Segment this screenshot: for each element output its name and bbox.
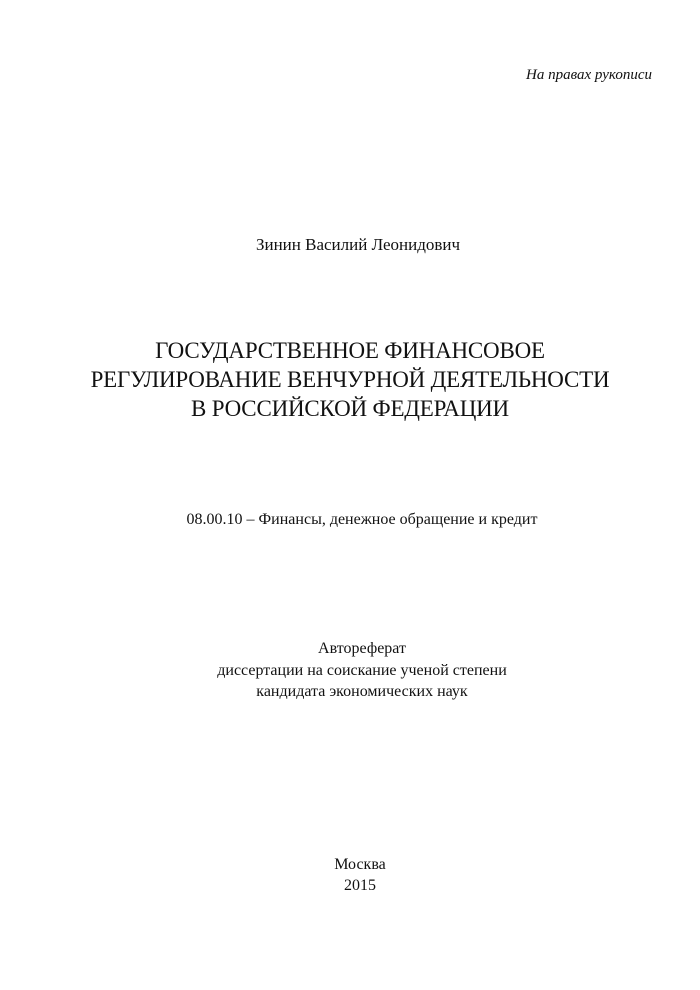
title-line: РЕГУЛИРОВАНИЕ ВЕНЧУРНОЙ ДЕЯТЕЛЬНОСТИ: [90, 367, 610, 392]
city: Москва: [334, 856, 386, 873]
specialty-code: 08.00.10 – Финансы, денежное обращение и кредит: [186, 511, 538, 528]
title-line: В РОССИЙСКОЙ ФЕДЕРАЦИИ: [191, 396, 509, 421]
degree-line: кандидата экономических наук: [256, 683, 468, 700]
title-line: ГОСУДАРСТВЕННОЕ ФИНАНСОВОЕ: [155, 338, 545, 363]
author-name: Зинин Василий Леонидович: [255, 235, 461, 254]
manuscript-rights-note: На правах рукописи: [526, 67, 652, 83]
place-and-year: [0, 854, 700, 896]
degree-statement: [0, 638, 700, 703]
year: 2015: [344, 877, 376, 894]
dissertation-title: [0, 336, 700, 423]
degree-line: Автореферат: [318, 640, 406, 657]
degree-line: диссертации на соискание ученой степени: [217, 661, 507, 679]
